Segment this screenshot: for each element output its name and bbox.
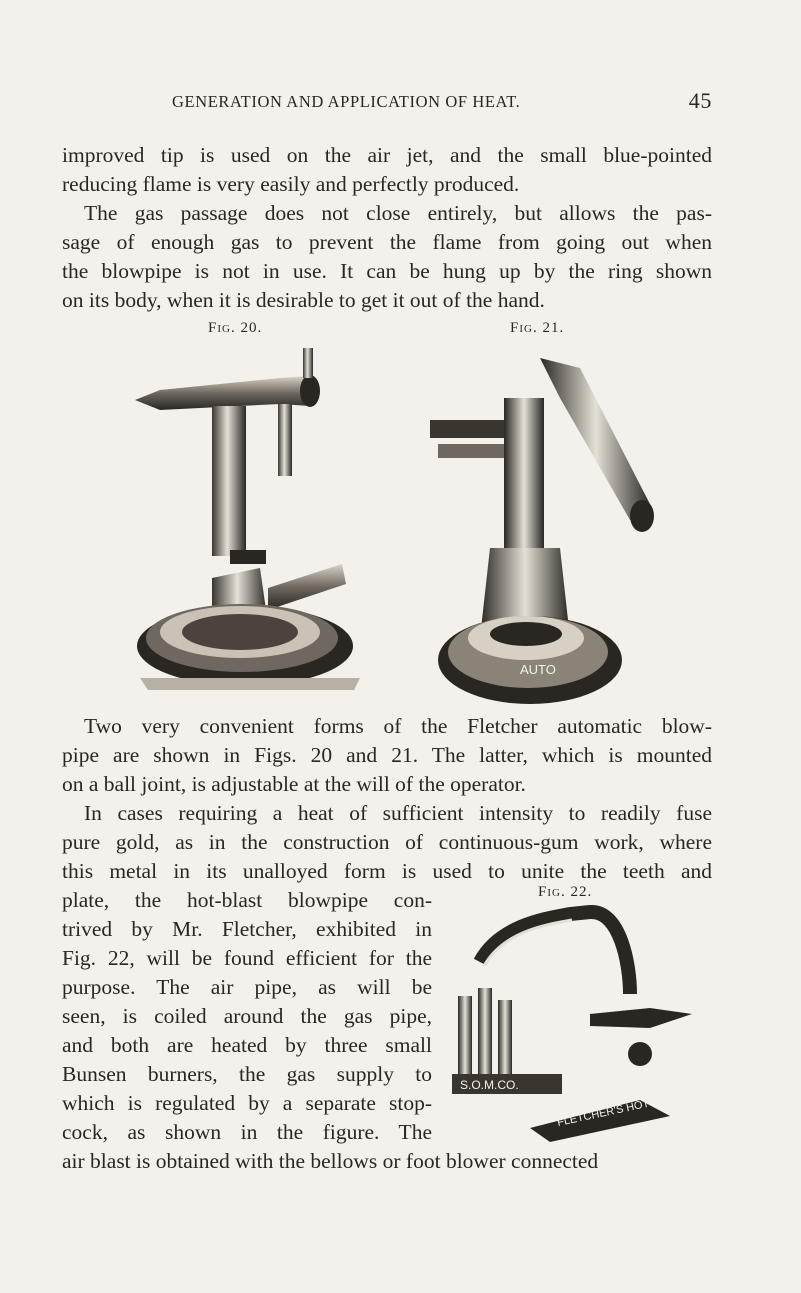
text-line: Fig. 22, will be found efficient for the (62, 946, 432, 970)
fig21-side-inlet (430, 420, 510, 438)
text-line: pipe are shown in Figs. 20 and 21. The latter, which is mounted (62, 743, 712, 767)
text-line: Two very convenient forms of the Fletcher automatic blow- (84, 714, 712, 738)
text-line: plate, the hot-blast blowpipe con- (62, 888, 432, 912)
fig22-nozzle (590, 1008, 692, 1028)
text-line: sage of enough gas to prevent the flame from going out when (62, 230, 712, 254)
text-line: Bunsen burners, the gas supply to (62, 1062, 432, 1086)
text-line: the blowpipe is not in use. It can be hung up by the ring shown (62, 259, 712, 283)
text-line: on its body, when it is desirable to get it out of the hand. (62, 288, 545, 312)
fig20-inlet-pipe (268, 564, 346, 610)
text-line: which is regulated by a separate stop- (62, 1091, 432, 1115)
text-line: reducing flame is very easily and perfectly produced. (62, 172, 520, 196)
fig21-base (438, 616, 622, 704)
text-line: and both are heated by three small (62, 1033, 432, 1057)
text-line: pure gold, as in the construction of continuous-gum work, where (62, 830, 712, 854)
page-number: 45 (688, 88, 712, 113)
fig20-blowpipe-illustration (130, 338, 370, 710)
fig22-inscription: FLETCHER'S HOT BL (556, 1094, 667, 1129)
fig22-inscription: S.O.M.CO. (460, 1078, 519, 1092)
text-line: purpose. The air pipe, as will be (62, 975, 432, 999)
text-line: cock, as shown in the figure. The (62, 1120, 432, 1144)
figure-caption-22: Fig. 22. (538, 884, 593, 900)
fig21-column (504, 398, 544, 548)
text-line: The gas passage does not close entirely, but allows the pas- (84, 201, 712, 225)
figure-caption-20: Fig. 20. (208, 320, 263, 336)
text-line: this metal in its unalloyed form is used to unite the teeth and (62, 859, 712, 883)
running-title: GENERATION AND APPLICATION OF HEAT. (172, 92, 521, 111)
fig21-angled-tube (540, 358, 652, 520)
text-line: seen, is coiled around the gas pipe, (62, 1004, 432, 1028)
fig22-burner (498, 1000, 512, 1078)
fig20-side-tube (278, 404, 292, 476)
fig22-burner (458, 996, 472, 1078)
fig20-base (137, 604, 360, 690)
text-line: trived by Mr. Fletcher, exhibited in (62, 917, 432, 941)
text-line: air blast is obtained with the bellows or foot blower connected (62, 1149, 599, 1173)
figure-caption-21: Fig. 21. (510, 320, 565, 336)
fig20-horizontal-pipe (135, 348, 320, 410)
fig22-hot-blast-blowpipe-illustration (440, 904, 700, 1144)
fig21-inscription: AUTO (520, 662, 556, 677)
text-line: In cases requiring a heat of sufficient intensity to readily fuse (84, 801, 712, 825)
fig20-column (212, 406, 246, 556)
text-line: improved tip is used on the air jet, and the small blue-pointed (62, 143, 712, 167)
text-line: on a ball joint, is adjustable at the will of the operator. (62, 772, 526, 796)
fig22-burner (478, 988, 492, 1078)
fig21-blowpipe-illustration (420, 338, 670, 710)
